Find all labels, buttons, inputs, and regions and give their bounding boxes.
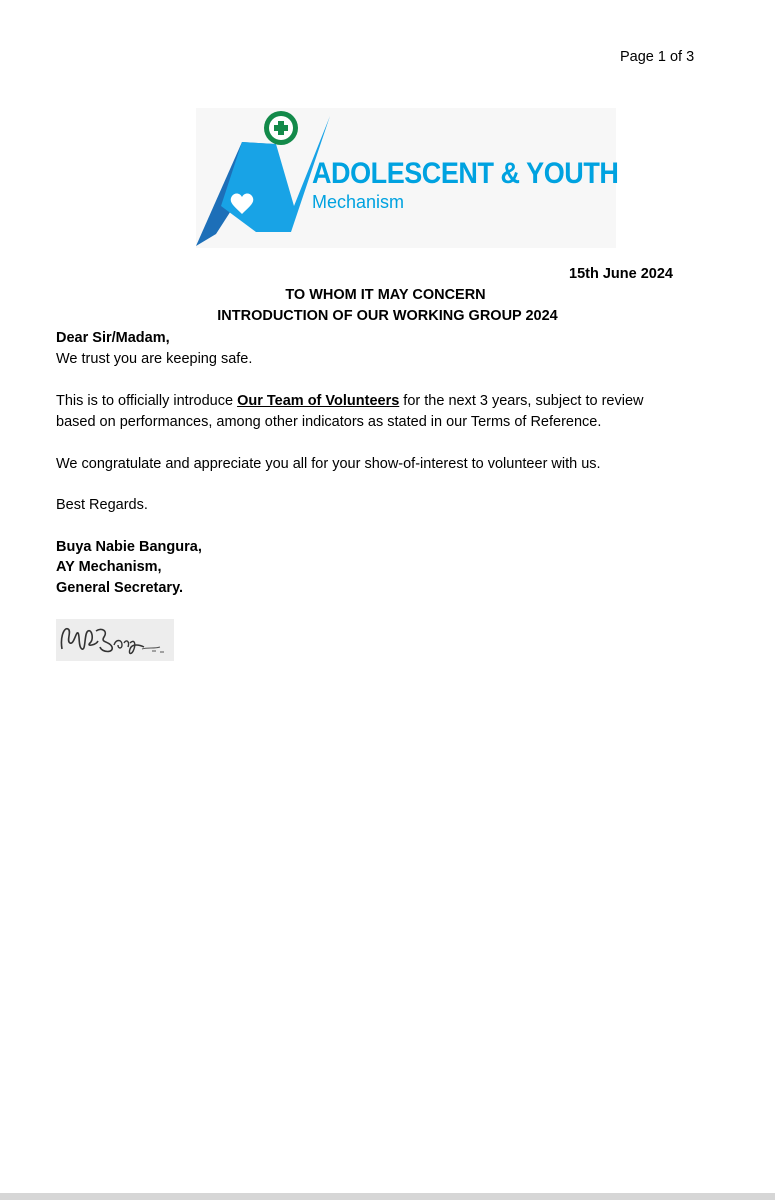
letter-heading-subject: INTRODUCTION OF OUR WORKING GROUP 2024: [217, 308, 558, 324]
signatory-title: General Secretary.: [56, 580, 184, 596]
salutation: Dear Sir/Madam,: [56, 330, 170, 346]
closing: Best Regards.: [56, 497, 148, 513]
page-number: Page 1 of 3: [620, 49, 695, 65]
letter-heading-recipient: TO WHOM IT MAY CONCERN: [285, 287, 486, 303]
signatory-organization: AY Mechanism,: [56, 559, 162, 575]
volunteers-link[interactable]: Our Team of Volunteers: [237, 393, 400, 409]
opening-line: We trust you are keeping safe.: [56, 351, 253, 367]
intro-text-after: for the next 3 years, subject to review: [399, 393, 644, 409]
congratulation-paragraph: We congratulate and appreciate you all for your show-of-interest to volunteer with us.: [56, 456, 601, 472]
intro-paragraph-line-2: based on performances, among other indicators as stated in our Terms of Reference.: [56, 414, 602, 430]
signatory-name: Buya Nabie Bangura,: [56, 539, 202, 555]
letter-date: 15th June 2024: [569, 266, 673, 282]
intro-paragraph-line-1: [56, 391, 643, 412]
intro-text-before: This is to officially introduce: [56, 393, 238, 409]
organization-logo: [196, 108, 619, 248]
page-bottom-edge: [0, 1193, 775, 1200]
signature-scribble: [56, 619, 174, 661]
logo-title: ADOLESCENT & YOUTH: [312, 157, 619, 190]
logo-subtitle: Mechanism: [312, 192, 405, 212]
handwritten-signature: [56, 619, 174, 661]
